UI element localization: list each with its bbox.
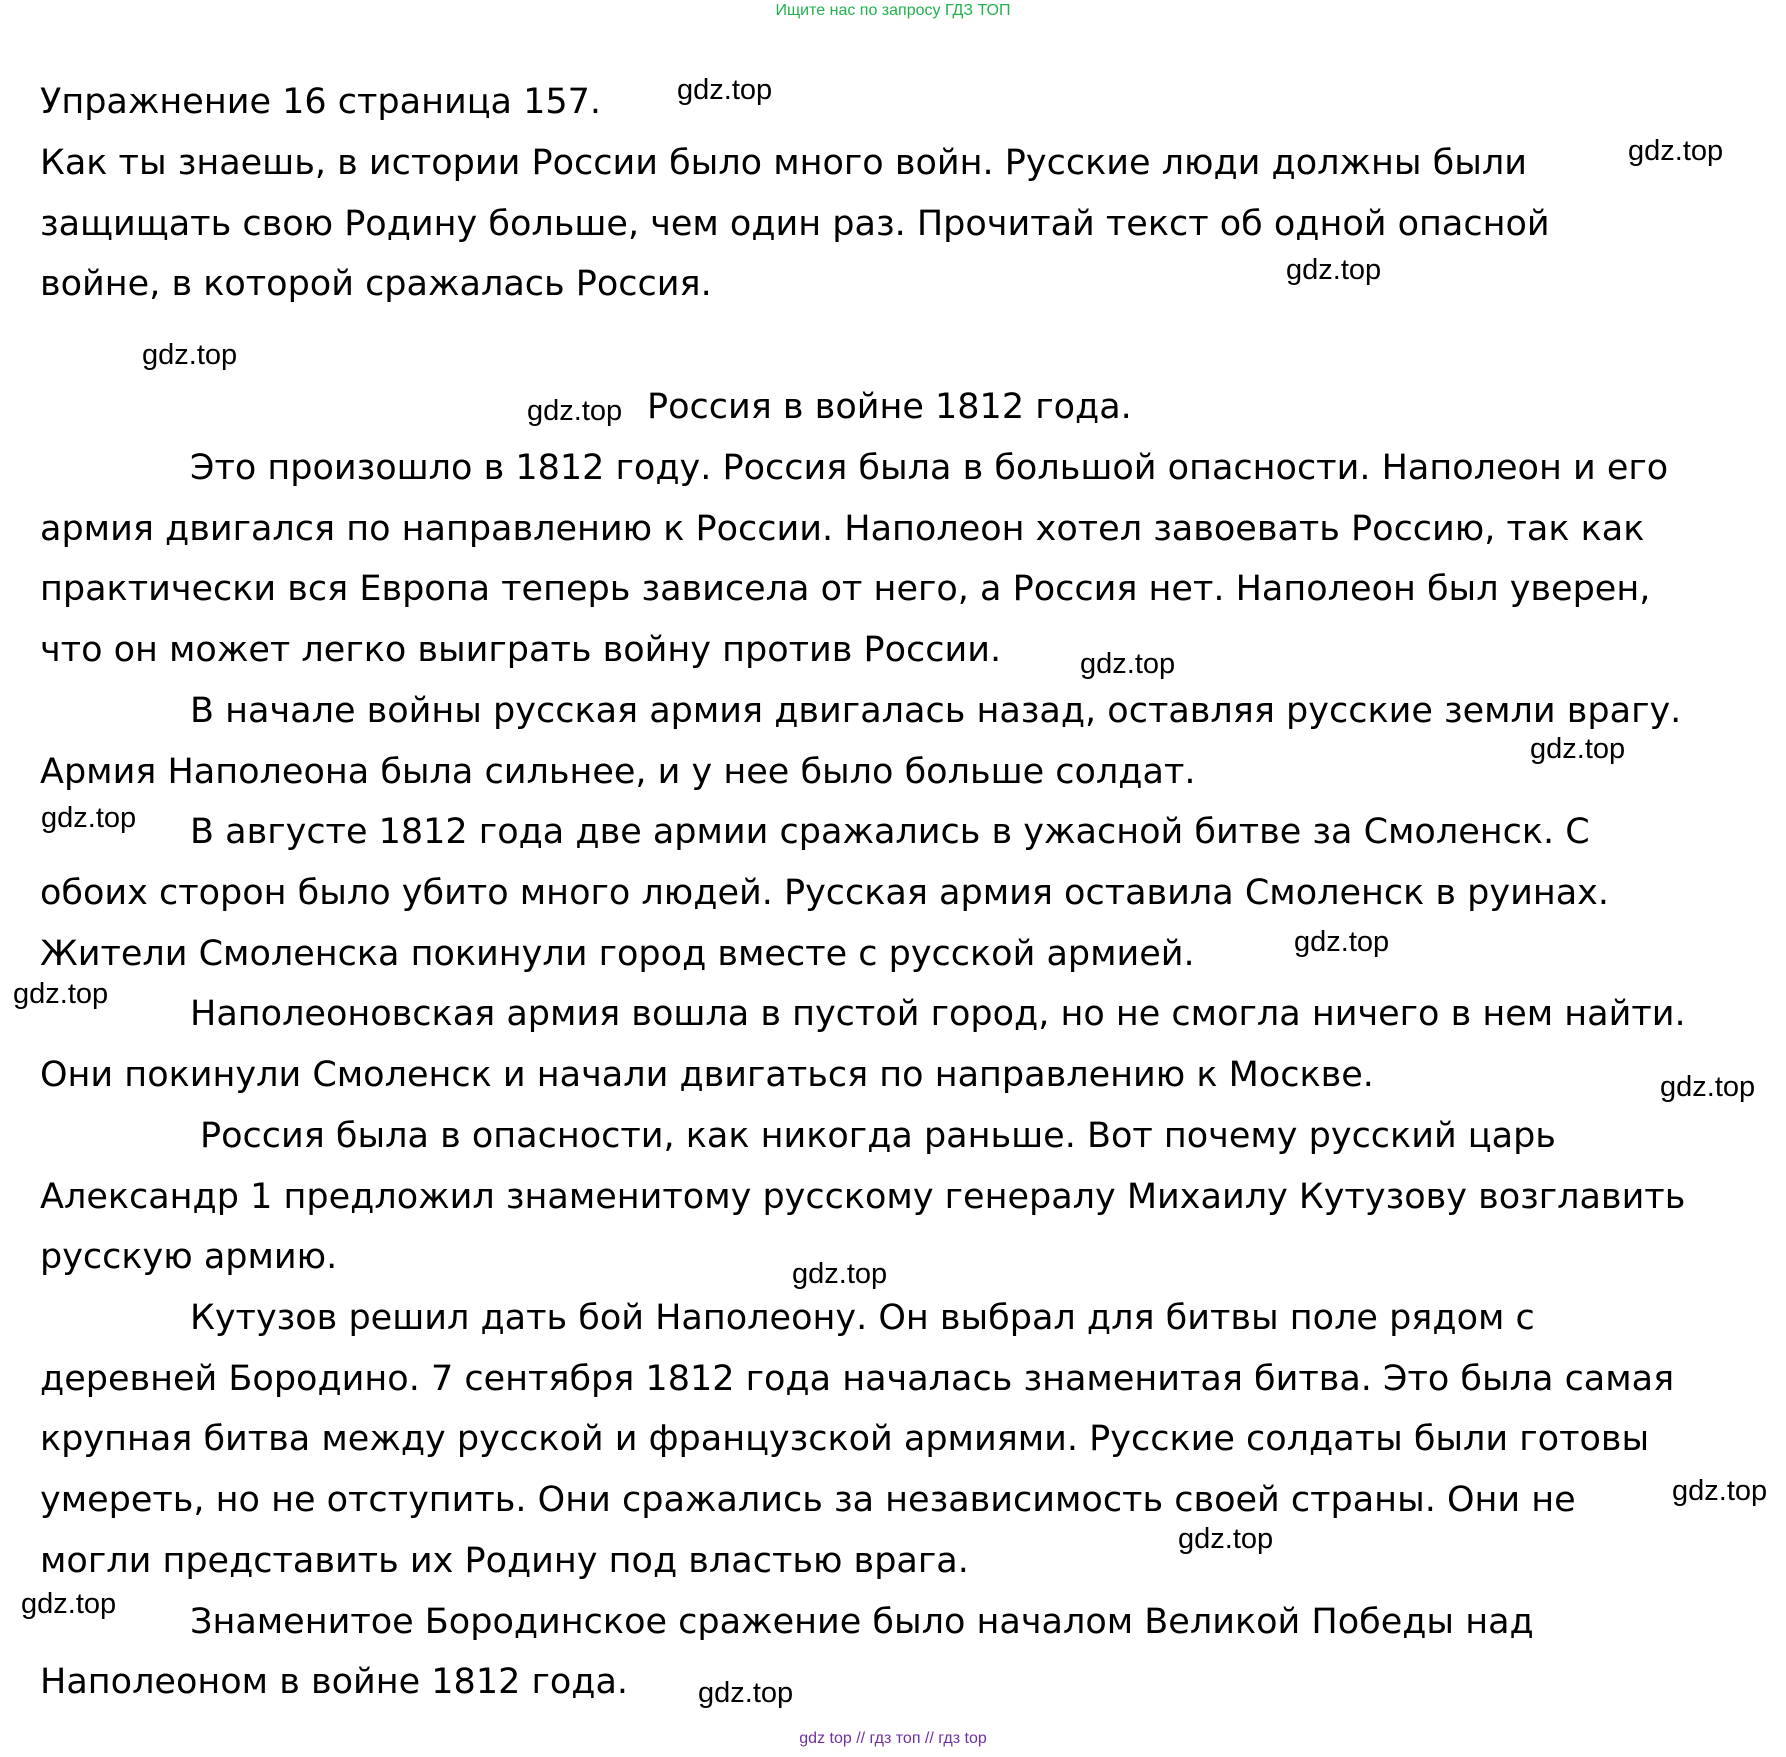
watermark: gdz.top — [792, 1258, 888, 1290]
body-line: Они покинули Смоленск и начали двигаться по направлению к Москве. — [40, 1055, 1374, 1095]
body-line: Наполеоном в войне 1812 года. — [40, 1662, 629, 1702]
intro-line: защищать свою Родину больше, чем один раз. Прочитай текст об одной опасной — [40, 204, 1550, 244]
body-line: Кутузов решил дать бой Наполеону. Он выбрал для битвы поле рядом с — [190, 1298, 1535, 1338]
watermark: gdz.top — [1660, 1071, 1756, 1103]
watermark: gdz.top — [21, 1588, 117, 1620]
watermark: gdz.top — [1080, 648, 1176, 680]
watermark: gdz.top — [41, 802, 137, 834]
body-line: В августе 1812 года две армии сражались в ужасной битве за Смоленск. С — [190, 812, 1590, 852]
watermark: gdz.top — [13, 978, 109, 1010]
watermark: gdz.top — [677, 74, 773, 106]
watermark: gdz.top — [1628, 135, 1724, 167]
body-line: деревней Бородино. 7 сентября 1812 года началась знаменитая битва. Это была самая — [40, 1359, 1675, 1399]
body-line: Наполеоновская армия вошла в пустой город, но не смогла ничего в нем найти. — [190, 994, 1686, 1034]
body-line: армия двигался по направлению к России. Наполеон хотел завоевать Россию, так как — [40, 509, 1645, 549]
body-line: могли представить их Родину под властью врага. — [40, 1541, 969, 1581]
watermark: gdz.top — [527, 395, 623, 427]
body-line: Россия была в опасности, как никогда раньше. Вот почему русский царь — [200, 1116, 1556, 1156]
watermark: gdz.top — [1286, 254, 1382, 286]
intro-line: войне, в которой сражалась Россия. — [40, 264, 712, 304]
footer: gdz top // гдз топ // гдз top — [799, 1730, 987, 1747]
body-line: обоих сторон было убито много людей. Русская армия оставила Смоленск в руинах. — [40, 873, 1610, 913]
body-line: умереть, но не отступить. Они сражались за независимость своей страны. Они не — [40, 1480, 1576, 1520]
text-title: Россия в войне 1812 года. — [647, 387, 1132, 427]
body-line: крупная битва между русской и французской армиями. Русские солдаты были готовы — [40, 1419, 1650, 1459]
intro-line: Как ты знаешь, в истории России было много войн. Русские люди должны были — [40, 143, 1528, 183]
watermark: gdz.top — [1672, 1475, 1768, 1507]
body-line: Жители Смоленска покинули город вместе с русской армией. — [40, 934, 1195, 974]
top-banner: Ищите нас по запросу ГДЗ ТОП — [775, 2, 1011, 19]
body-line: В начале войны русская армия двигалась назад, оставляя русские земли врагу. — [190, 691, 1682, 731]
watermark: gdz.top — [1178, 1523, 1274, 1555]
watermark: gdz.top — [142, 339, 238, 371]
body-line: что он может легко выиграть войну против России. — [40, 630, 1002, 670]
body-line: Это произошло в 1812 году. Россия была в большой опасности. Наполеон и его — [190, 448, 1669, 488]
body-line: практически вся Европа теперь зависела от него, а Россия нет. Наполеон был уверен, — [40, 569, 1651, 609]
body-line: русскую армию. — [40, 1237, 338, 1277]
watermark: gdz.top — [1294, 926, 1390, 958]
watermark: gdz.top — [698, 1677, 794, 1709]
body-line: Знаменитое Бородинское сражение было началом Великой Победы над — [190, 1602, 1534, 1642]
body-line: Александр 1 предложил знаменитому русскому генералу Михаилу Кутузову возглавить — [40, 1177, 1686, 1217]
body-line: Армия Наполеона была сильнее, и у нее было больше солдат. — [40, 752, 1196, 792]
exercise-title: Упражнение 16 страница 157. — [40, 82, 602, 122]
watermark: gdz.top — [1530, 733, 1626, 765]
